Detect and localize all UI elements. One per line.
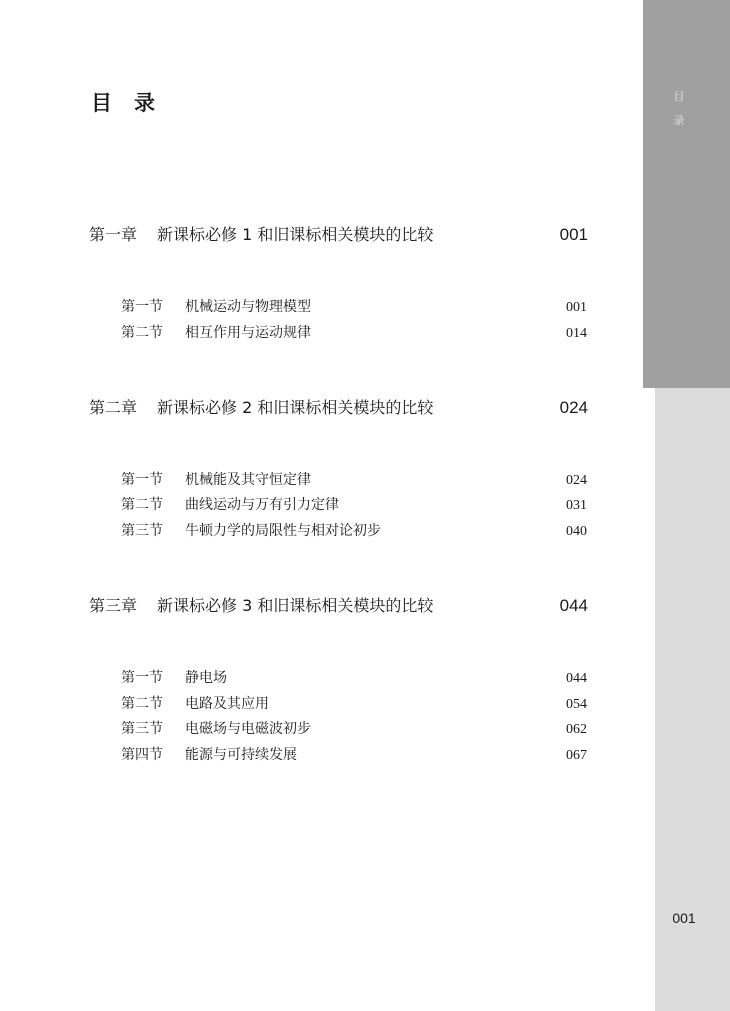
section-entry[interactable] <box>121 520 587 540</box>
chapter-2-entry[interactable] <box>89 395 588 418</box>
section-entry[interactable] <box>121 296 587 316</box>
chapter-page: 044 <box>559 596 588 615</box>
chapter-number: 第三章 <box>89 596 138 615</box>
section-number: 第二节 <box>121 325 163 341</box>
section-entry[interactable] <box>121 718 587 738</box>
section-title: 能源与可持续发展 <box>185 747 297 763</box>
section-entry[interactable] <box>121 667 587 687</box>
chapter-page: 001 <box>559 225 588 244</box>
section-number: 第二节 <box>121 497 163 513</box>
section-title: 机械运动与物理模型 <box>185 299 311 315</box>
section-number: 第二节 <box>121 696 163 712</box>
section-number: 第三节 <box>121 523 163 539</box>
section-number: 第三节 <box>121 721 163 737</box>
page-number: 001 <box>672 910 696 926</box>
section-title: 电磁场与电磁波初步 <box>185 721 311 737</box>
section-title: 牛顿力学的局限性与相对论初步 <box>185 523 381 539</box>
section-entry[interactable] <box>121 469 587 489</box>
section-page: 001 <box>566 300 587 315</box>
section-entry[interactable] <box>121 744 587 764</box>
chapter-title: 新课标必修 2 和旧课标相关模块的比较 <box>157 398 434 417</box>
side-tab-char-1: 目 <box>673 90 685 103</box>
side-tab-char-2: 录 <box>673 114 685 127</box>
section-page: 040 <box>566 524 587 539</box>
section-page: 031 <box>566 498 587 513</box>
section-entry[interactable] <box>121 693 587 713</box>
section-title: 相互作用与运动规律 <box>185 325 311 341</box>
section-title: 机械能及其守恒定律 <box>185 472 311 488</box>
section-page: 067 <box>566 748 587 763</box>
section-page: 024 <box>566 473 587 488</box>
page-title: 目录 <box>91 91 177 115</box>
chapter-page: 024 <box>559 398 588 417</box>
section-page: 054 <box>566 697 587 712</box>
section-title: 电路及其应用 <box>185 696 269 712</box>
section-entry[interactable] <box>121 494 587 514</box>
section-page: 062 <box>566 722 587 737</box>
chapter-number: 第二章 <box>89 398 138 417</box>
section-number: 第一节 <box>121 299 163 315</box>
section-entry[interactable] <box>121 322 587 342</box>
section-number: 第一节 <box>121 670 163 686</box>
section-page: 044 <box>566 671 587 686</box>
chapter-1-entry[interactable] <box>89 222 588 245</box>
section-title: 曲线运动与万有引力定律 <box>185 497 339 513</box>
section-title: 静电场 <box>185 670 227 686</box>
chapter-number: 第一章 <box>89 225 138 244</box>
side-tab-dark <box>643 0 730 388</box>
section-page: 014 <box>566 326 587 341</box>
chapter-3-entry[interactable] <box>89 593 588 616</box>
section-number: 第四节 <box>121 747 163 763</box>
chapter-title: 新课标必修 3 和旧课标相关模块的比较 <box>157 596 434 615</box>
section-number: 第一节 <box>121 472 163 488</box>
chapter-title: 新课标必修 1 和旧课标相关模块的比较 <box>157 225 434 244</box>
